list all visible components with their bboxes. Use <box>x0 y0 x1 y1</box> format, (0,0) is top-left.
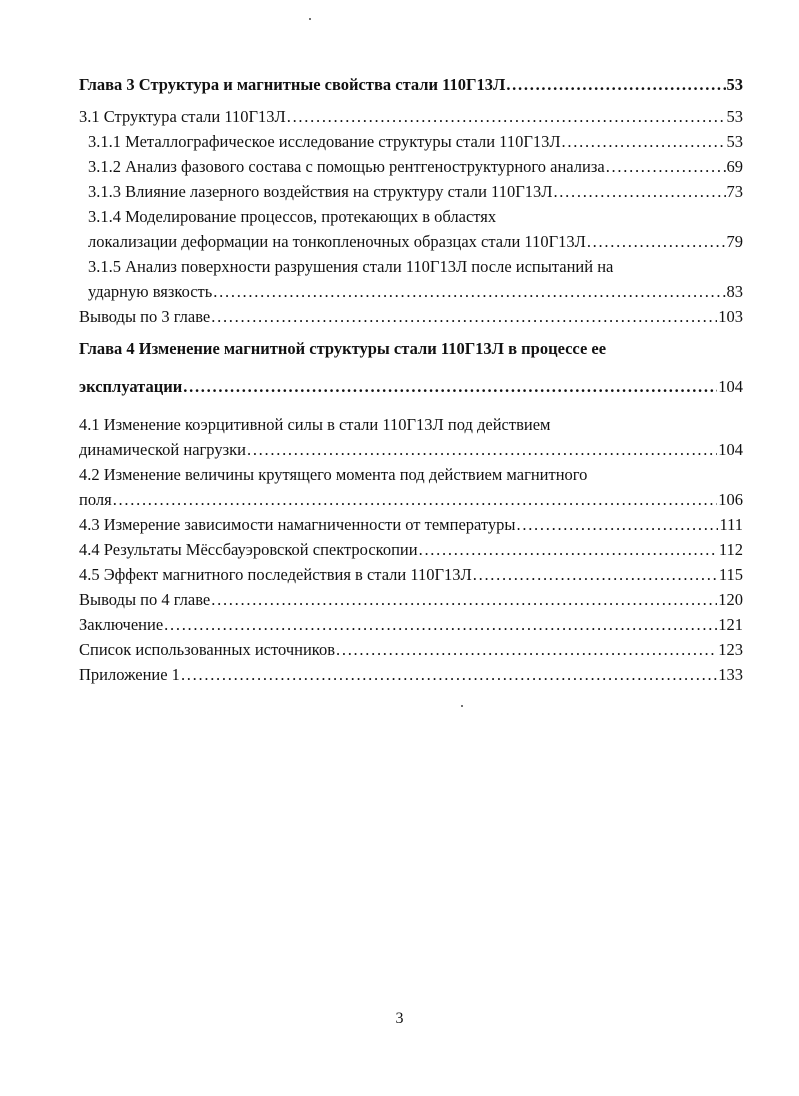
dot-leader <box>247 437 717 462</box>
dot-leader <box>419 537 718 562</box>
toc-entry-title: Глава 4 Изменение магнитной структуры стали 110Г13Л в процессе ее <box>79 339 607 358</box>
toc-entry-title: 3.1.2 Анализ фазового состава с помощью рентгеноструктурного анализа <box>88 157 605 176</box>
toc-entry-page: 133 <box>718 665 743 684</box>
toc-entry-3-1-2 <box>79 154 743 179</box>
toc-entry-3-1 <box>79 104 743 129</box>
toc-entry-4-2-line2 <box>79 487 743 512</box>
toc-entry-page: 123 <box>718 640 743 659</box>
dot-leader <box>287 104 726 129</box>
toc-entry-page: 104 <box>718 377 743 396</box>
dot-leader <box>506 72 725 97</box>
toc-entry-title: 3.1.4 Моделирование процессов, протекающих в областях <box>88 207 497 226</box>
page-number: 3 <box>395 1010 404 1027</box>
toc-entry-3-1-3 <box>79 179 743 204</box>
toc-entry-title: Список использованных источников <box>79 640 335 659</box>
toc-entry-3-1-4-line1 <box>79 204 743 229</box>
toc-entry-title: 4.3 Измерение зависимости намагниченности от температуры <box>79 515 516 534</box>
dot-leader <box>553 179 725 204</box>
dot-leader <box>164 612 717 637</box>
toc-entry-page: 121 <box>718 615 743 634</box>
scan-speck <box>309 18 311 20</box>
toc-entry-page: 112 <box>718 540 743 559</box>
toc-entry-title: Заключение <box>79 615 164 634</box>
toc-entry-page: 83 <box>726 282 743 301</box>
toc-entry-page: 120 <box>718 590 743 609</box>
dot-leader <box>606 154 726 179</box>
toc-entry-4-5 <box>79 562 743 587</box>
dot-leader <box>587 229 726 254</box>
toc-entry-title: 3.1.3 Влияние лазерного воздействия на структуру стали 110Г13Л <box>88 182 553 201</box>
toc-entry-appendix-1 <box>79 662 743 687</box>
dot-leader <box>211 587 717 612</box>
toc-entry-title: Приложение 1 <box>79 665 180 684</box>
toc-entry-3-1-5-line1 <box>79 254 743 279</box>
toc-entry-title: Глава 3 Структура и магнитные свойства стали 110Г13Л <box>79 75 506 94</box>
toc-entry-title: Выводы по 3 главе <box>79 307 211 326</box>
toc-entry-title: 4.2 Изменение величины крутящего момента под действием магнитного <box>79 465 588 484</box>
toc-entry-4-1-line1 <box>79 412 743 437</box>
dot-leader <box>473 562 718 587</box>
toc-entry-page: 53 <box>726 107 743 126</box>
toc-entry-4-4 <box>79 537 743 562</box>
dot-leader <box>183 374 717 399</box>
toc-entry-title: 3.1 Структура стали 110Г13Л <box>79 107 286 126</box>
toc-entry-title: 4.4 Результаты Мёссбауэровской спектроскопии <box>79 540 418 559</box>
dot-leader <box>336 637 717 662</box>
toc-entry-title: 4.1 Изменение коэрцитивной силы в стали 110Г13Л под действием <box>79 415 551 434</box>
toc-entry-title: 4.5 Эффект магнитного последействия в стали 110Г13Л <box>79 565 472 584</box>
toc-entry-conclusions-4 <box>79 587 743 612</box>
toc-entry-page: 53 <box>726 75 743 94</box>
toc-entry-4-1-line2 <box>79 437 743 462</box>
toc-entry-title: ударную вязкость <box>88 282 213 301</box>
table-of-contents <box>79 72 743 687</box>
toc-entry-page: 53 <box>726 132 743 151</box>
dot-leader <box>181 662 717 687</box>
dot-leader <box>562 129 726 154</box>
toc-entry-title: 3.1.5 Анализ поверхности разрушения стали 110Г13Л после испытаний на <box>88 257 614 276</box>
toc-entry-3-1-4-line2 <box>79 229 743 254</box>
toc-entry-3-1-5-line2 <box>79 279 743 304</box>
dot-leader <box>211 304 717 329</box>
toc-entry-page: 111 <box>719 515 743 534</box>
toc-entry-page: 115 <box>718 565 743 584</box>
toc-entry-page: 104 <box>718 440 743 459</box>
toc-entry-conclusions-3 <box>79 304 743 329</box>
toc-entry-page: 73 <box>726 182 743 201</box>
toc-entry-page: 103 <box>718 307 743 326</box>
toc-entry-3-1-1 <box>79 129 743 154</box>
toc-entry-page: 69 <box>726 157 743 176</box>
scan-speck <box>461 705 463 707</box>
toc-entry-title: локализации деформации на тонкопленочных образцах стали 110Г13Л <box>88 232 586 251</box>
toc-entry-4-3 <box>79 512 743 537</box>
toc-entry-title: 3.1.1 Металлографическое исследование структуры стали 110Г13Л <box>88 132 561 151</box>
toc-entry-title: динамической нагрузки <box>79 440 246 459</box>
dot-leader <box>113 487 718 512</box>
toc-entry-page: 106 <box>718 490 743 509</box>
toc-entry-title: поля <box>79 490 112 509</box>
toc-entry-conclusion <box>79 612 743 637</box>
toc-entry-references <box>79 637 743 662</box>
toc-entry-chapter-4-line2 <box>79 374 743 399</box>
toc-entry-page: 79 <box>726 232 743 251</box>
toc-entry-4-2-line1 <box>79 462 743 487</box>
toc-entry-title: Выводы по 4 главе <box>79 590 211 609</box>
toc-entry-title: эксплуатации <box>79 377 183 396</box>
dot-leader <box>213 279 725 304</box>
toc-entry-chapter-4-line1 <box>79 336 743 361</box>
toc-entry-chapter-3 <box>79 72 743 97</box>
dot-leader <box>517 512 719 537</box>
